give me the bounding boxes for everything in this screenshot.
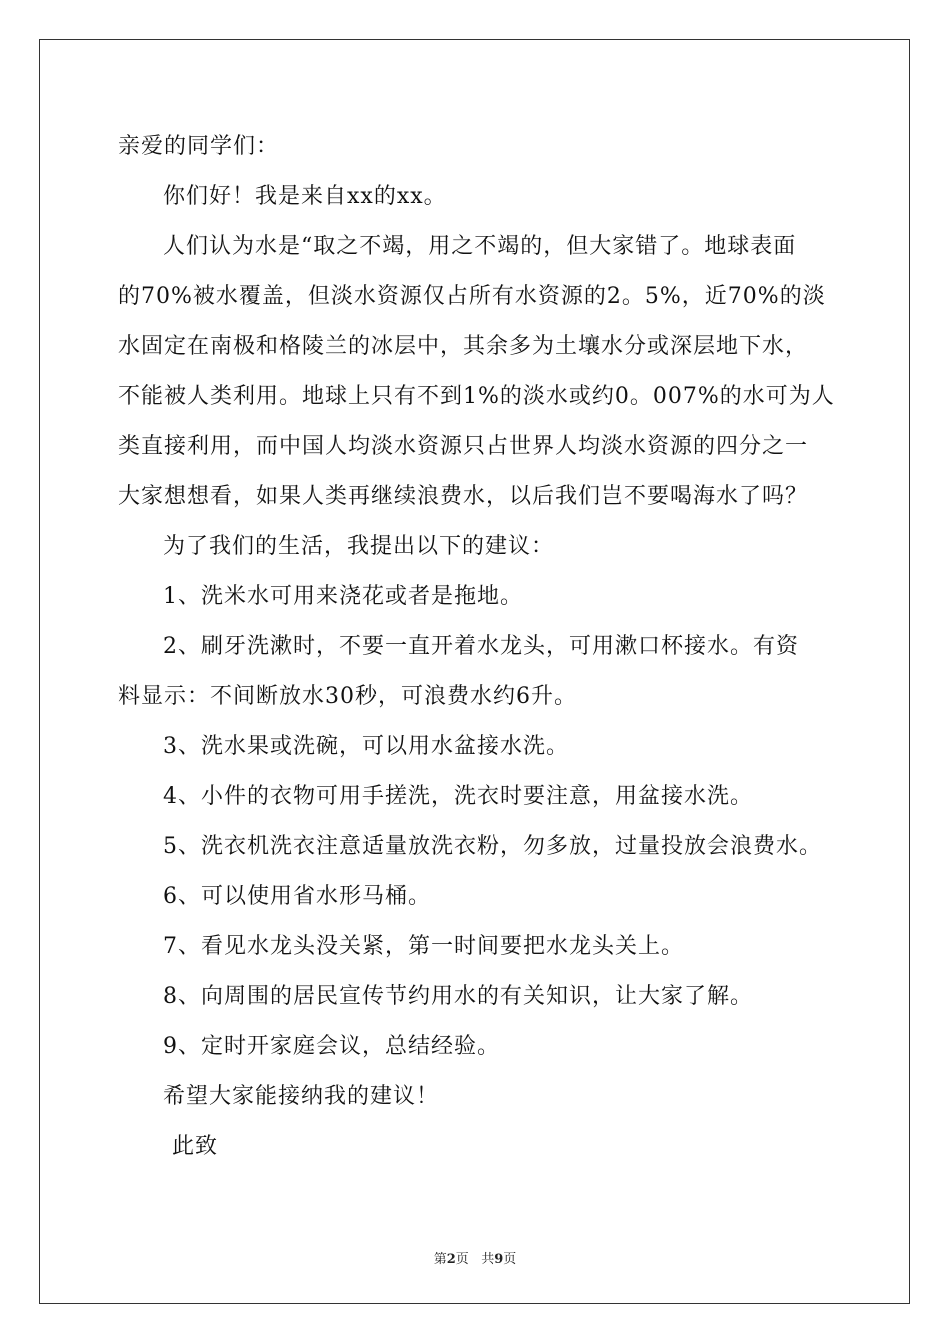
paragraph-line: 水固定在南极和格陵兰的冰层中，其余多为土壤水分或深层地下水， (118, 334, 809, 359)
suggestion-item: 8、向周围的居民宣传节约用水的有关知识，让大家了解。 (163, 984, 753, 1009)
paragraph-line: 类直接利用，而中国人均淡水资源只占世界人均淡水资源的四分之一 (118, 434, 809, 459)
page-number: 2 (446, 1252, 456, 1267)
suggestion-item-continued: 料显示：不间断放水30秒，可浪费水约6升。 (118, 684, 577, 709)
suggestion-item: 7、看见水龙头没关紧，第一时间要把水龙头关上。 (163, 934, 684, 959)
suggestion-item: 1、洗米水可用来浇花或者是拖地。 (163, 584, 523, 609)
page-prefix: 第 (433, 1252, 447, 1267)
total-suffix: 页 (503, 1252, 517, 1267)
total-pages: 9 (494, 1252, 504, 1267)
paragraph-line: 不能被人类利用。地球上只有不到1%的淡水或约0。007%的水可为人 (118, 384, 835, 409)
page-footer (0, 1248, 950, 1267)
suggestion-intro: 为了我们的生活，我提出以下的建议： (163, 534, 555, 559)
total-prefix: 共 (481, 1252, 495, 1267)
closing-hope: 希望大家能接纳我的建议！ (163, 1084, 440, 1109)
greeting: 你们好！我是来自xx的xx。 (163, 184, 447, 209)
suggestion-item: 3、洗水果或洗碗，可以用水盆接水洗。 (163, 734, 569, 759)
salutation: 亲爱的同学们： (118, 134, 280, 159)
document-body (118, 122, 838, 1172)
closing-salute: 此致 (172, 1134, 219, 1159)
page-suffix: 页 (455, 1252, 469, 1267)
suggestion-item: 2、刷牙洗漱时，不要一直开着水龙头，可用漱口杯接水。有资 (163, 634, 799, 659)
paragraph-line: 的70%被水覆盖，但淡水资源仅占所有水资源的2。5%，近70%的淡 (118, 284, 826, 309)
paragraph-line: 人们认为水是“取之不竭，用之不竭的，但大家错了。地球表面 (163, 234, 797, 259)
paragraph-line: 大家想想看，如果人类再继续浪费水，以后我们岂不要喝海水了吗？ (118, 484, 809, 509)
suggestion-item: 6、可以使用省水形马桶。 (163, 884, 431, 909)
suggestion-item: 9、定时开家庭会议，总结经验。 (163, 1034, 500, 1059)
suggestion-item: 5、洗衣机洗衣注意适量放洗衣粉，勿多放，过量投放会浪费水。 (163, 834, 822, 859)
suggestion-item: 4、小件的衣物可用手搓洗，洗衣时要注意，用盆接水洗。 (163, 784, 753, 809)
